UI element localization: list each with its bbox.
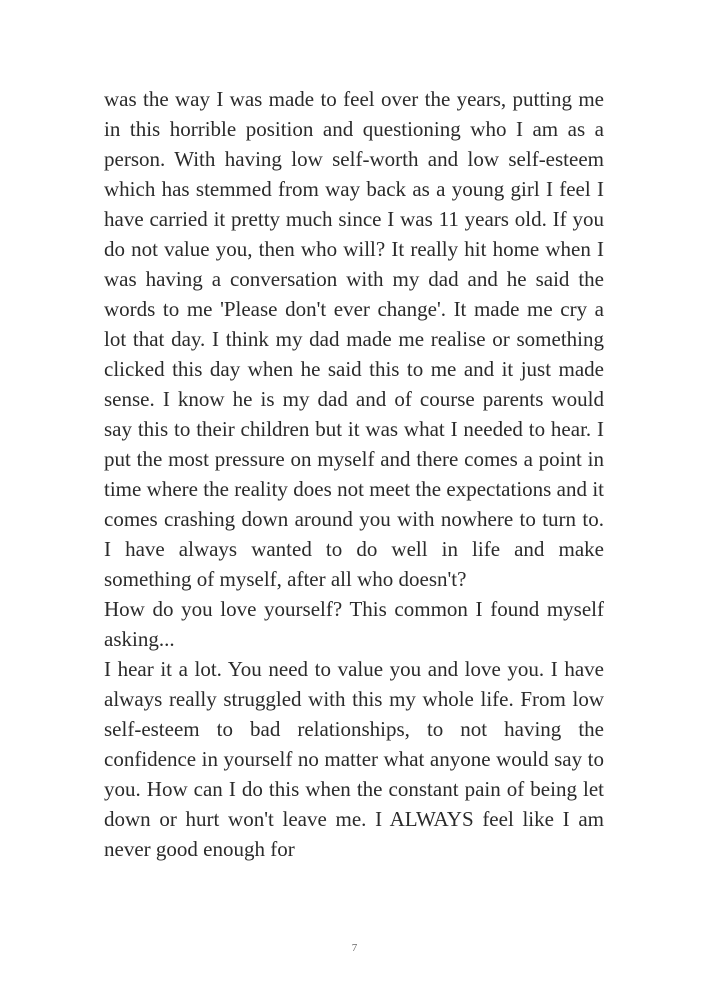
body-text xyxy=(104,84,604,864)
paragraph-1: was the way I was made to feel over the years, putting me in this horrible position and questioning who I am as a person. With having low self-worth and low self-esteem which has stemmed from way back as a young girl I feel I have carried it pretty much since I was 11 years old. If you do not value you, then who will? It really hit home when I was having a conversation with my dad and he said the words to me 'Please don't ever change'. It made me cry a lot that day. I think my dad made me realise or something clicked this day when he said this to me and it just made sense. I know he is my dad and of course parents would say this to their children but it was what I needed to hear. I put the most pressure on myself and there comes a point in time where the reality does not meet the expectations and it comes crashing down around you with nowhere to turn to. I have always wanted to do well in life and make something of myself, after all who doesn't? xyxy=(104,87,604,591)
paragraph-3: I hear it a lot. You need to value you and love you. I have always really struggled with this my whole life. From low self-esteem to bad relationships, to not having the confidence in yourself no matter what anyone would say to you. How can I do this when the constant pain of being let down or hurt won't leave me. I ALWAYS feel like I am never good enough for xyxy=(104,657,604,861)
page-number: 7 xyxy=(351,942,358,954)
paragraph-2: How do you love yourself? This common I found myself asking... xyxy=(104,597,604,651)
